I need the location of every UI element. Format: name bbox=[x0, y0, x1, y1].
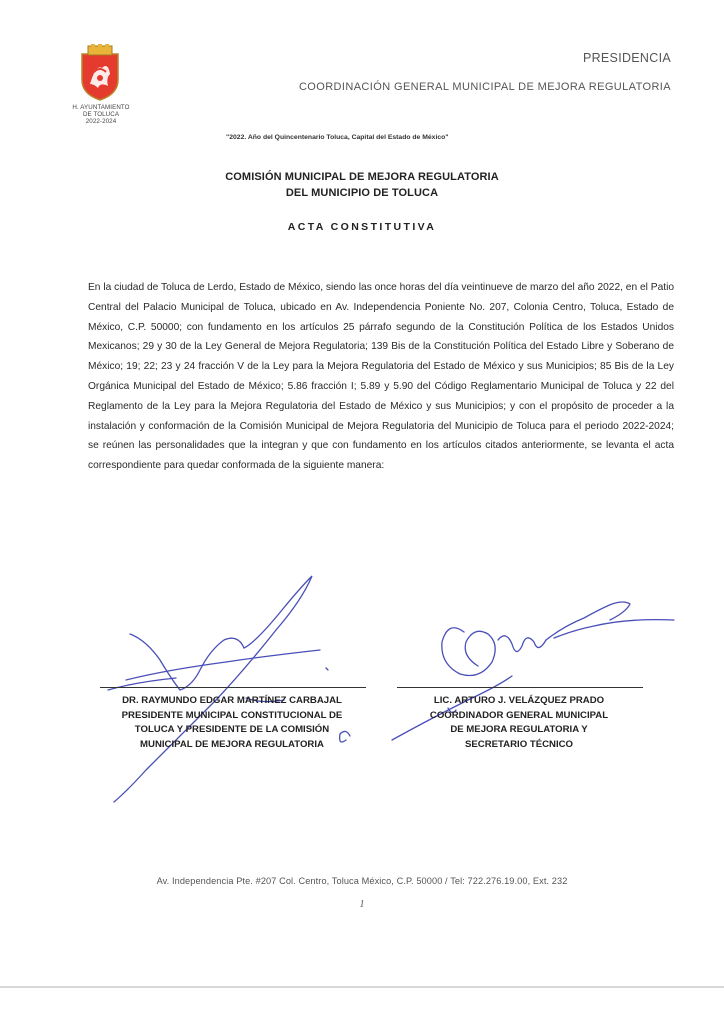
year-motto: "2022. Año del Quincentenario Toluca, Capital del Estado de México" bbox=[226, 134, 449, 141]
signature-left-scribble bbox=[106, 570, 356, 810]
signature-block-left bbox=[82, 694, 382, 752]
signatory-name: LIC. ARTURO J. VELÁZQUEZ PRADO bbox=[433, 695, 605, 706]
signatory-title: COORDINADOR GENERAL MUNICIPAL bbox=[429, 709, 609, 721]
signatory-title: DE MEJORA REGULATORIA Y bbox=[450, 724, 588, 735]
signatory-name: DR. RAYMUNDO EDGAR MARTÍNEZ CARBAJAL bbox=[122, 695, 342, 706]
signature-line-right bbox=[397, 687, 643, 688]
header-presidencia: PRESIDENCIA bbox=[582, 51, 671, 65]
signatory-title: SECRETARIO TÉCNICO bbox=[464, 738, 574, 750]
toluca-coat-of-arms-icon bbox=[78, 44, 122, 102]
signature-block-right bbox=[380, 694, 658, 752]
signatory-title: PRESIDENTE MUNICIPAL CONSTITUCIONAL DE bbox=[121, 709, 343, 721]
logo-caption-line: H. AYUNTAMIENTO bbox=[72, 104, 130, 111]
footer-address: Av. Independencia Pte. #207 Col. Centro, Toluca México, C.P. 50000 / Tel: 722.276.19.00, Ext. 232 bbox=[156, 876, 568, 886]
document-title-line-2: DEL MUNICIPIO DE TOLUCA bbox=[285, 187, 439, 199]
document-subtitle: ACTA CONSTITUTIVA bbox=[287, 221, 437, 233]
body-paragraph: En la ciudad de Toluca de Lerdo, Estado de México, siendo las once horas del día veintinueve de marzo del año 2022, en el Patio Central del Palacio Municipal de Toluca, ubicado en Av. Independencia Poniente No. 207, Colonia Centro, Toluca, Estado de México, C.P. 50000; con fundamento en los artículos 25 párrafo segundo de la Constitución Política de los Estados Unidos Mexicanos; 29 y 30 de la Ley General de Mejora Regulatoria; 139 Bis de la Constitución Política del Estado Libre y Soberano de México; 19; 22; 23 y 24 fracción V de la Ley para la Mejora Regulatoria del Estado de México y sus Municipios; 85 Bis de la Ley Orgánica Municipal del Estado de México; 5.86 fracción I; 5.89 y 5.90 del Código Reglamentario Municipal de Toluca y 22 del Reglamento de la Ley para la Mejora Regulatoria del Estado de México y sus Municipios; y con el propósito de proceder a la instalación y conformación de la Comisión Municipal de Mejora Regulatoria del Municipio de Toluca para el periodo 2022-2024; se reúnen las personalidades que la integran y que con fundamento en los artículos citados anteriormente, se levanta el acta correspondiente para quedar conformada de la siguiente manera: bbox=[88, 282, 674, 472]
document-title-line-1: COMISIÓN MUNICIPAL DE MEJORA REGULATORIA bbox=[225, 171, 499, 183]
logo-caption-line: 2022-2024 bbox=[85, 118, 117, 125]
logo-caption-line: DE TOLUCA bbox=[82, 111, 120, 118]
signature-line-left bbox=[100, 687, 366, 688]
signatory-title: MUNICIPAL DE MEJORA REGULATORIA bbox=[140, 738, 324, 750]
page-bottom-edge bbox=[0, 986, 724, 988]
header-coordinacion: COORDINACIÓN GENERAL MUNICIPAL DE MEJORA REGULATORIA bbox=[298, 81, 671, 93]
logo-caption bbox=[60, 104, 142, 125]
page-number: 1 bbox=[359, 899, 365, 910]
signatory-title: TOLUCA Y PRESIDENTE DE LA COMISIÓN bbox=[134, 724, 330, 735]
